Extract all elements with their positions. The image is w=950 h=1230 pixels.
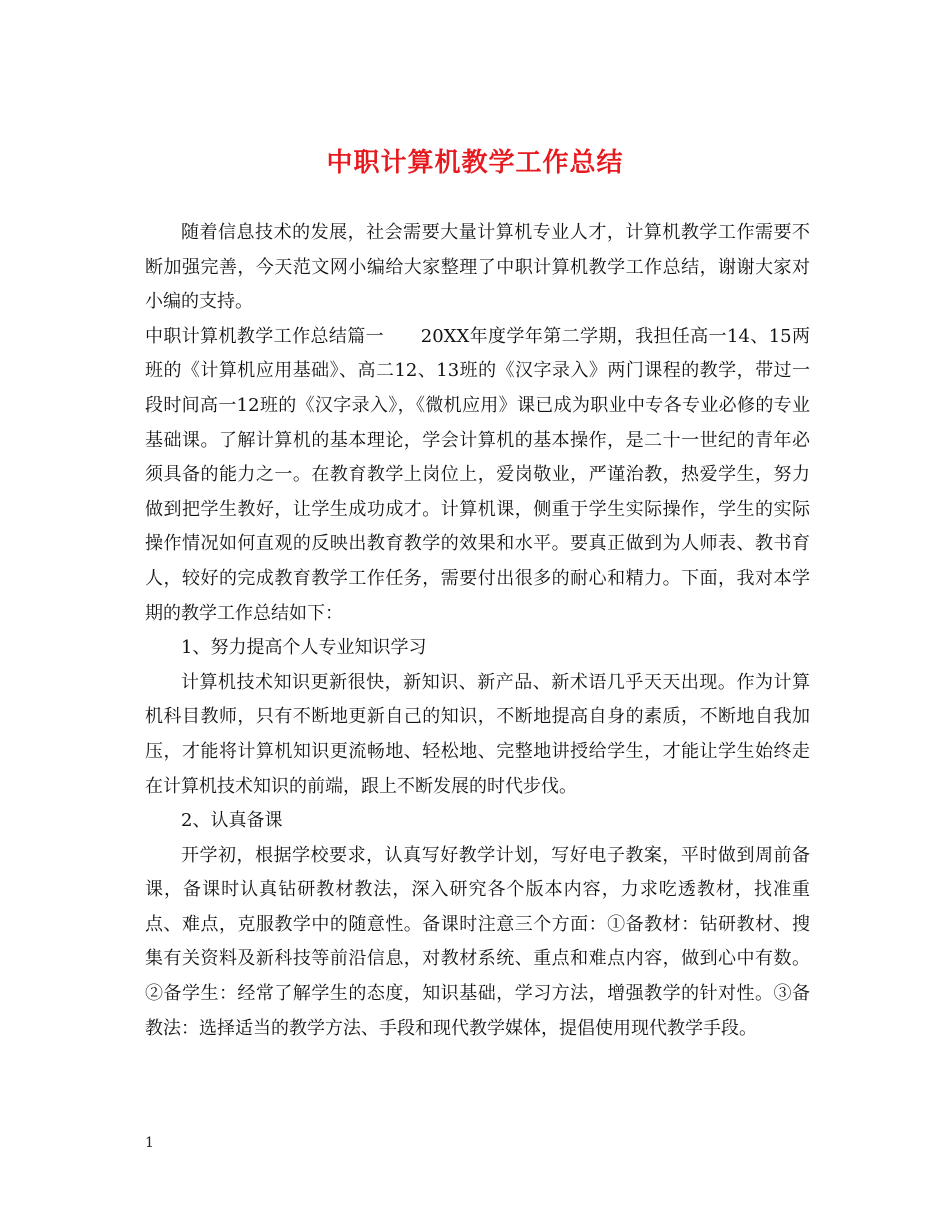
section-one-paragraph: 中职计算机教学工作总结篇一 20XX年度学年第二学期，我担任高一14、15两班的《计算机应用基础》、高二12、13班的《汉字录入》两门课程的教学，带过一段时间高一12班的《汉字录入》，《微机应用》课已成为职业中专各专业必修的专业基础课。了解计算机的基本理论，学会计算机的基本操作，是二十一世纪的青年必须具备的能力之一。在教育教学上岗位上，爱岗敬业，严谨治教，热爱学生，努力做到把学生教好，让学生成功成才。计算机课，侧重于学生实际操作，学生的实际操作情况如何直观的反映出教育教学的效果和水平。要真正做到为人师表、教书育人，较好的完成教育教学工作任务，需要付出很多的耐心和精力。下面，我对本学期的教学工作总结如下： [145, 325, 810, 624]
heading-two: 2、认真备课 [181, 810, 283, 832]
page-number: 1 [145, 1135, 154, 1151]
document-body [145, 216, 810, 1046]
paragraph-one: 计算机技术知识更新很快，新知识、新产品、新术语几乎天天出现。作为计算机科目教师，只有不断地更新自己的知识，不断地提高自身的素质，不断地自我加压，才能将计算机知识更流畅地、轻松地、完整地讲授给学生，才能让学生始终走在计算机技术知识的前端，跟上不断发展的时代步伐。 [145, 671, 810, 797]
document-title: 中职计算机教学工作总结 [326, 148, 624, 178]
paragraph-two: 开学初，根据学校要求，认真写好教学计划，写好电子教案，平时做到周前备课，备课时认真钻研教材教法，深入研究各个版本内容，力求吃透教材，找准重点、难点，克服教学中的随意性。备课时注意三个方面：①备教材：钻研教材、搜集有关资料及新科技等前沿信息，对教材系统、重点和难点内容，做到心中有数。②备学生：经常了解学生的态度，知识基础，学习方法，增强教学的针对性。③备教法：选择适当的教学方法、手段和现代教学媒体，提倡使用现代教学手段。 [145, 844, 810, 1039]
intro-paragraph: 随着信息技术的发展，社会需要大量计算机专业人才，计算机教学工作需要不断加强完善，今天范文网小编给大家整理了中职计算机教学工作总结，谢谢大家对小编的支持。 [145, 222, 810, 313]
heading-one: 1、努力提高个人专业知识学习 [181, 637, 427, 659]
